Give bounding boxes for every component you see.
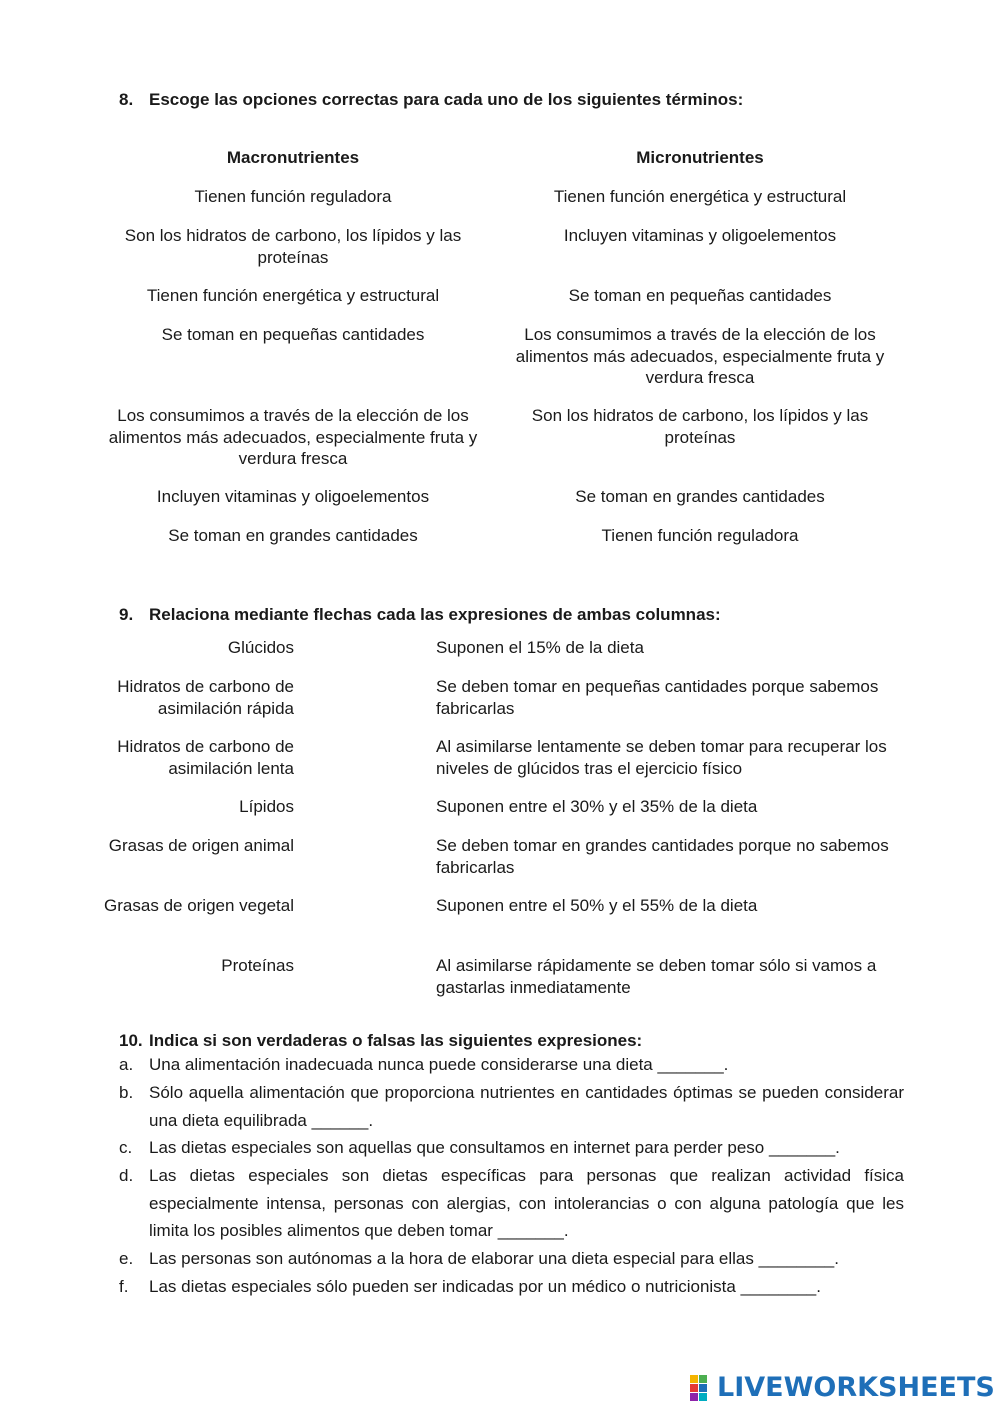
statement-item (119, 1162, 904, 1245)
statement-text: Una alimentación inadecuada nunca puede considerarse una dieta (149, 1055, 653, 1074)
answer-blank[interactable]: ________ (740, 1277, 817, 1296)
statement-end: . (563, 1221, 569, 1240)
macro-option[interactable]: Incluyen vitaminas y oligoelementos (156, 487, 430, 506)
statement-item (119, 1051, 904, 1079)
question-number: 8. (119, 90, 134, 109)
micro-option[interactable]: Los consumimos a través de la elección de los alimentos más adecuados, especialmente fruta y verdura fresca (515, 325, 885, 387)
statement-item (119, 1134, 904, 1162)
statement-end: . (723, 1055, 729, 1074)
question-number: 9. (119, 605, 134, 624)
micro-option[interactable]: Se toman en pequeñas cantidades (568, 286, 832, 305)
statement-letter: e. (119, 1249, 134, 1268)
statement-text: Las dietas especiales son dietas específicas para personas que realizan actividad física especialmente intensa, personas con alergias, con intolerancias o con alguna patología que les limita los posibles alimentos que deben tomar (149, 1166, 904, 1240)
match-left-item[interactable]: Hidratos de carbono de asimilación rápida (117, 677, 294, 718)
match-right-item[interactable]: Al asimilarse lentamente se deben tomar para recuperar los niveles de glúcidos tras el ejercicio físico (436, 737, 887, 778)
macro-option[interactable]: Se toman en grandes cantidades (168, 526, 418, 545)
liveworksheets-logo-icon (690, 1375, 714, 1401)
statement-text: Las personas son autónomas a la hora de elaborar una dieta especial para ellas (149, 1249, 754, 1268)
statement-letter: c. (119, 1138, 133, 1157)
macro-option[interactable]: Tienen función reguladora (194, 187, 392, 206)
match-left-item[interactable]: Grasas de origen animal (108, 836, 294, 855)
question-8-title (119, 90, 743, 110)
liveworksheets-logo (690, 1372, 995, 1403)
statement-text: Sólo aquella alimentación que proporciona nutrientes en cantidades óptimas se pueden considerar una dieta equilibrada (149, 1083, 904, 1130)
question-text: Escoge las opciones correctas para cada uno de los siguientes términos: (149, 90, 744, 109)
statement-end: . (816, 1277, 821, 1296)
match-right-item[interactable]: Se deben tomar en grandes cantidades porque no sabemos fabricarlas (436, 836, 889, 877)
statement-text: Las dietas especiales son aquellas que consultamos en internet para perder peso (149, 1138, 765, 1157)
match-left-item[interactable]: Glúcidos (227, 638, 294, 657)
match-right-item[interactable]: Suponen el 15% de la dieta (436, 638, 644, 657)
question-10-title (119, 1031, 642, 1051)
micronutrientes-header: Micronutrientes (636, 148, 764, 167)
statement-letter: a. (119, 1055, 134, 1074)
logo-text: LIVEWORKSHEETS (717, 1372, 995, 1403)
match-right-item[interactable]: Suponen entre el 30% y el 35% de la dieta (436, 797, 758, 816)
answer-blank[interactable]: ________ (758, 1249, 835, 1268)
statement-text: Las dietas especiales sólo pueden ser indicadas por un médico o nutricionista (149, 1277, 736, 1296)
macro-option[interactable]: Se toman en pequeñas cantidades (161, 325, 425, 344)
question-number: 10. (119, 1031, 143, 1050)
micro-option[interactable]: Tienen función reguladora (601, 526, 799, 545)
micro-option[interactable]: Se toman en grandes cantidades (575, 487, 825, 506)
macronutrientes-header: Macronutrientes (226, 148, 360, 167)
match-left-item[interactable]: Hidratos de carbono de asimilación lenta (117, 737, 294, 778)
question-text: Relaciona mediante flechas cada las expresiones de ambas columnas: (149, 605, 721, 624)
match-left-item[interactable]: Grasas de origen vegetal (104, 896, 294, 915)
match-left-item[interactable]: Lípidos (239, 797, 294, 816)
match-right-item[interactable]: Suponen entre el 50% y el 55% de la dieta (436, 896, 758, 915)
micro-option[interactable]: Incluyen vitaminas y oligoelementos (563, 226, 837, 245)
statement-item (119, 1079, 904, 1134)
statement-letter: f. (119, 1277, 129, 1296)
macro-option[interactable]: Los consumimos a través de la elección de los alimentos más adecuados, especialmente fruta y verdura fresca (108, 406, 478, 468)
answer-blank[interactable]: _______ (768, 1138, 836, 1157)
match-right-item[interactable]: Al asimilarse rápidamente se deben tomar sólo si vamos a gastarlas inmediatamente (436, 956, 877, 997)
statement-end: . (835, 1138, 840, 1157)
question-9-title (119, 605, 721, 625)
macro-option[interactable]: Tienen función energética y estructural (146, 286, 440, 305)
statement-letter: d. (119, 1166, 134, 1185)
statement-item (119, 1245, 904, 1273)
match-left-item[interactable]: Proteínas (221, 956, 294, 975)
statement-end: . (834, 1249, 839, 1268)
micro-option[interactable]: Son los hidratos de carbono, los lípidos y las proteínas (531, 406, 869, 447)
micro-option[interactable]: Tienen función energética y estructural (553, 187, 847, 206)
answer-blank[interactable]: _______ (497, 1221, 564, 1240)
macro-option[interactable]: Son los hidratos de carbono, los lípidos y las proteínas (124, 226, 462, 267)
statement-letter: b. (119, 1083, 134, 1102)
statement-end: . (368, 1110, 374, 1130)
statement-item (119, 1273, 904, 1301)
answer-blank[interactable]: _______ (657, 1055, 724, 1074)
answer-blank[interactable]: ______ (311, 1110, 369, 1130)
question-text: Indica si son verdaderas o falsas las siguientes expresiones: (149, 1031, 643, 1050)
match-right-item[interactable]: Se deben tomar en pequeñas cantidades porque sabemos fabricarlas (436, 677, 879, 718)
